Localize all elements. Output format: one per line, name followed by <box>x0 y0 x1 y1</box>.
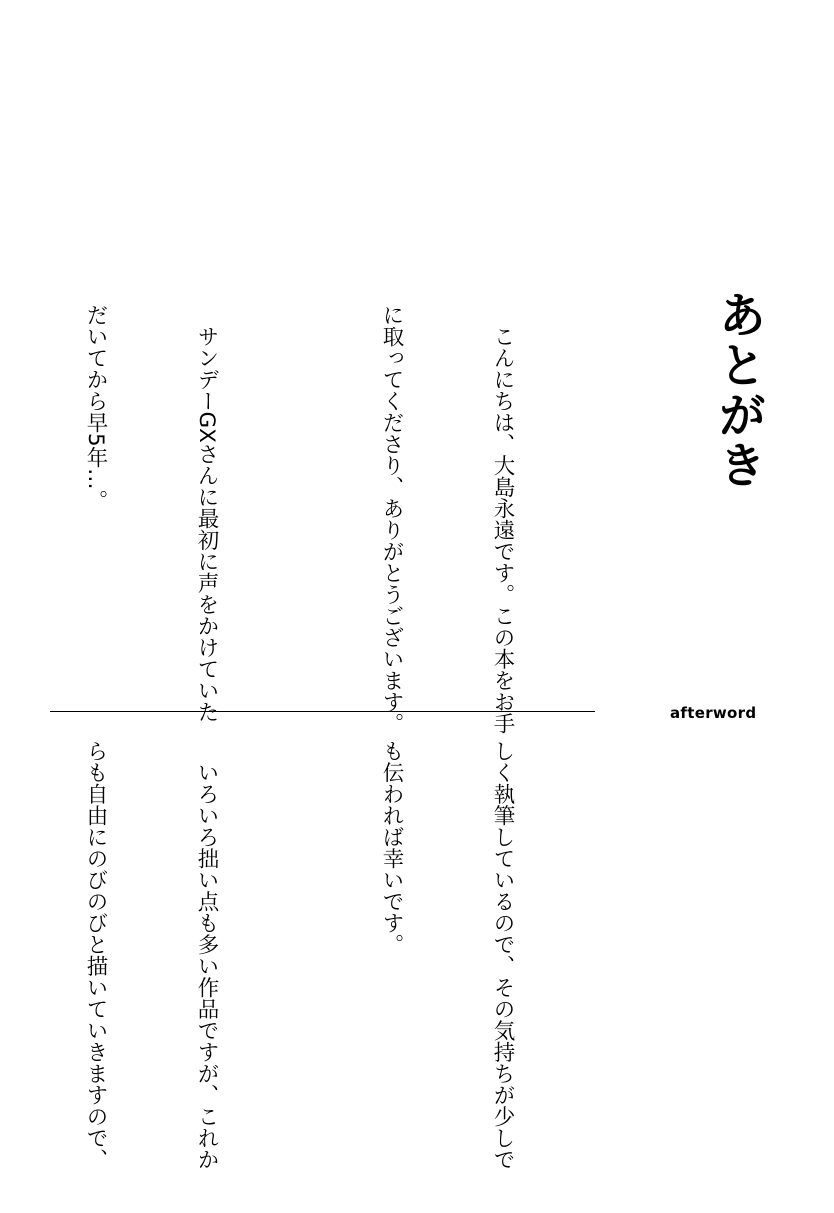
text-line: いろいろ拙い点も多い作品ですが、これか <box>194 740 219 1170</box>
section-divider <box>50 711 595 712</box>
afterword-text-top <box>0 304 595 734</box>
afterword-label: afterword <box>670 704 757 722</box>
text-line: サンデーGXさんに最初に声をかけていた <box>194 304 219 723</box>
text-line <box>0 304 3 699</box>
text-line: しく執筆しているので、その気持ちが少しで <box>490 740 515 1170</box>
text-line <box>0 740 3 1160</box>
afterword-text-bottom <box>0 740 595 1170</box>
text-line: だいてから早5年…。 <box>83 304 108 512</box>
text-line: こんにちは、大島永遠です。この本をお手 <box>490 304 515 734</box>
text-line: に取ってくださり、ありがとうございます。 <box>379 304 404 734</box>
page-title: あとがき <box>710 290 766 490</box>
text-line: も伝われば幸いです。 <box>379 740 404 955</box>
text-line: らも自由にのびのびと描いていきますので、 <box>83 740 108 1170</box>
